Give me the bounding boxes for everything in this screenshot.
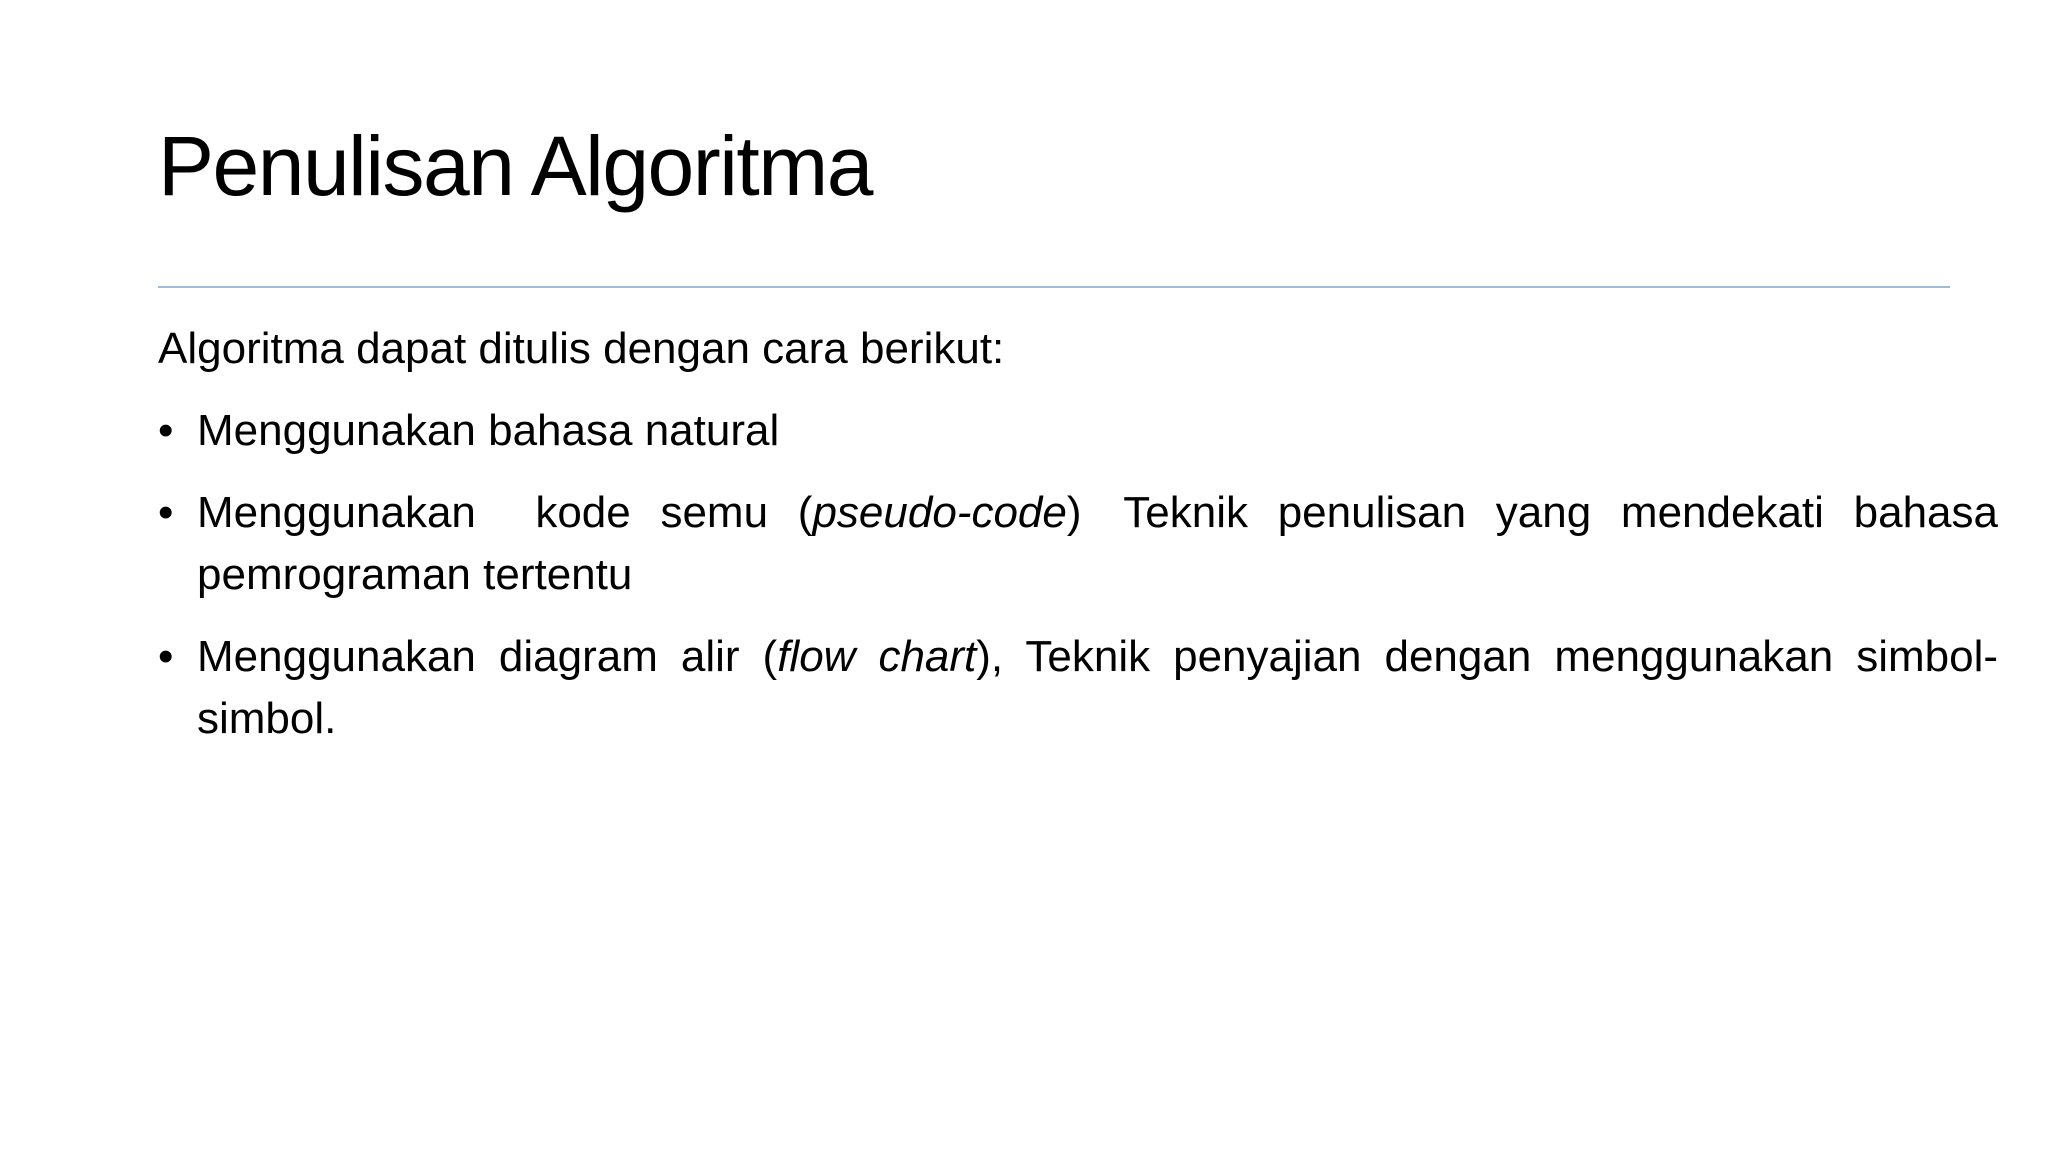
bullet-text-lead: Menggunakan kode semu ( (197, 488, 813, 537)
slide-title: Penulisan Algoritma (158, 119, 872, 213)
intro-text: Algoritma dapat ditulis dengan cara berikut: (158, 324, 1005, 373)
bullet-text-description: Teknik penyajian dengan menggunakan simbol-simbol. (197, 632, 1999, 743)
bullet-dot-icon: • (158, 488, 174, 537)
bullet-dot-icon: • (158, 406, 174, 455)
bullet-item-pseudo-code (158, 482, 1998, 606)
bullet-item-flow-chart (158, 626, 1998, 750)
bullet-text-close: ) (1066, 488, 1082, 537)
bullet-text-close: ), (976, 632, 1004, 681)
bullet-list (158, 400, 1998, 750)
bullet-dot-icon: • (158, 632, 174, 681)
bullet-item-natural-language (158, 400, 1998, 462)
bullet-text-italic-term: flow chart (777, 632, 977, 681)
bullet-text: Menggunakan bahasa natural (197, 406, 780, 455)
bullet-text-italic-term: pseudo-code (812, 488, 1067, 537)
title-divider (158, 286, 1950, 288)
bullet-text-description: Teknik penulisan yang mendekati bahasa pemrograman tertentu (197, 488, 1998, 599)
bullet-text-lead: Menggunakan diagram alir ( (197, 632, 778, 681)
slide-body (158, 318, 1998, 770)
